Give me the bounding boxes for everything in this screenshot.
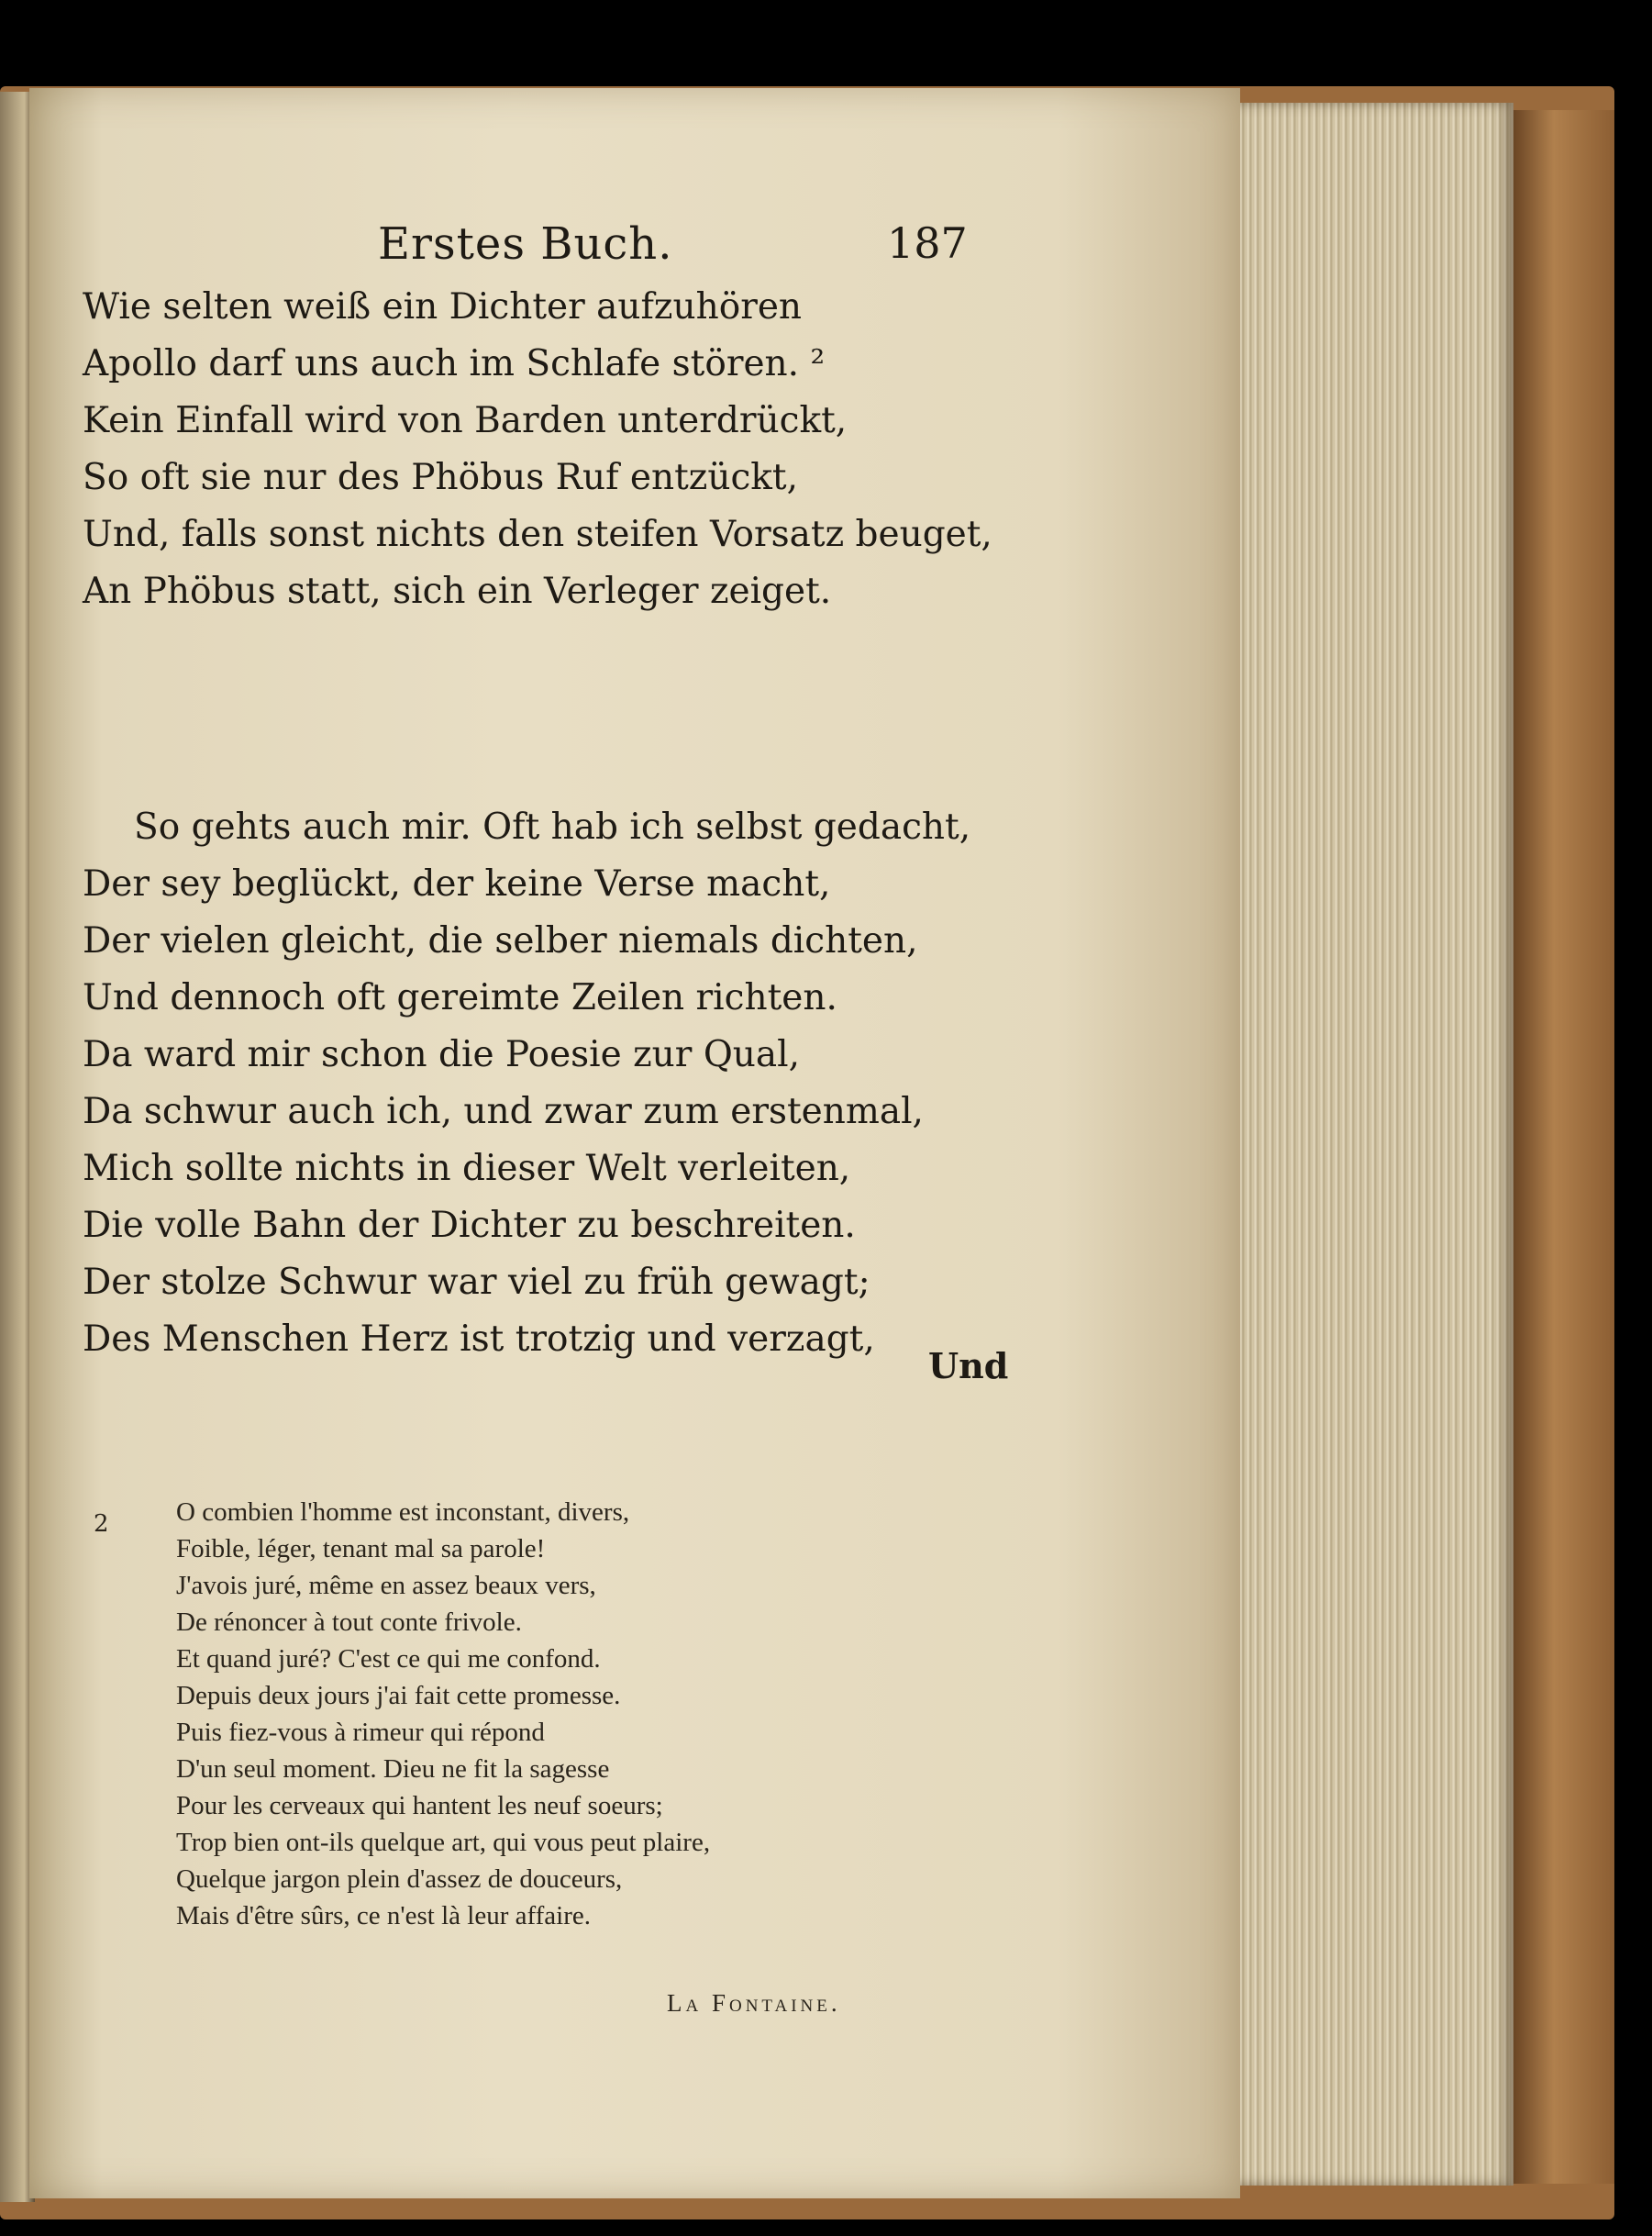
catchword: Und <box>928 1345 1009 1386</box>
verse-line: Der vielen gleicht, die selber niemals dichten, <box>83 920 918 962</box>
footnote-line: Mais d'être sûrs, ce n'est là leur affaire. <box>176 1901 591 1930</box>
verse-line: Und, falls sonst nichts den steifen Vorsatz beuget, <box>83 514 992 555</box>
stanza-2 <box>83 799 970 1368</box>
verse-line: Wie selten weiß ein Dichter aufzuhören <box>83 286 803 328</box>
footnote-line: Foible, léger, tenant mal sa parole! <box>176 1534 546 1563</box>
verse-line: Der stolze Schwur war viel zu früh gewagt; <box>83 1262 870 1303</box>
footnote-line: Quelque jargon plein d'assez de douceurs, <box>176 1864 623 1894</box>
verse-line: Da schwur auch ich, und zwar zum erstenmal, <box>83 1091 924 1132</box>
footnote-line: Trop bien ont-ils quelque art, qui vous peut plaire, <box>176 1828 711 1857</box>
footnote-line: O combien l'homme est inconstant, divers, <box>176 1497 630 1527</box>
verse-line: So oft sie nur des Phöbus Ruf entzückt, <box>83 457 798 498</box>
footnote-line: J'avois juré, même en assez beaux vers, <box>176 1571 596 1600</box>
footnote-line: Pour les cerveaux qui hantent les neuf soeurs; <box>176 1791 663 1820</box>
verse-line: Da ward mir schon die Poesie zur Qual, <box>83 1034 801 1075</box>
page-number: 187 <box>887 218 968 268</box>
verse-line: An Phöbus statt, sich ein Verleger zeiget. <box>83 571 832 612</box>
verse-line: Kein Einfall wird von Barden unterdrückt, <box>83 400 848 441</box>
leather-cover-edge <box>1513 110 1614 2184</box>
verse-line: Die volle Bahn der Dichter zu beschreiten. <box>83 1205 856 1246</box>
verse-line: So gehts auch mir. Oft hab ich selbst gedacht, <box>134 807 971 848</box>
verse-line: Der sey beglückt, der keine Verse macht, <box>83 863 831 905</box>
footnote-author: La Fontaine. <box>667 1989 841 2017</box>
stanza-1 <box>83 279 992 620</box>
verse-line: Und dennoch oft gereimte Zeilen richten. <box>83 977 837 1018</box>
verse-line: Apollo darf uns auch im Schlafe stören. ² <box>83 343 826 384</box>
footnote-marker: 2 <box>94 1510 109 1538</box>
footnote-line: Et quand juré? C'est ce qui me confond. <box>176 1644 601 1674</box>
book-page <box>29 88 1240 2198</box>
verse-line: Des Menschen Herz ist trotzig und verzagt, <box>83 1318 875 1360</box>
page-edges <box>1238 103 1513 2186</box>
footnote-line: Depuis deux jours j'ai fait cette promesse. <box>176 1681 621 1710</box>
footnote-line: D'un seul moment. Dieu ne fit la sagesse <box>176 1754 610 1784</box>
footnote-line: De rénoncer à tout conte frivole. <box>176 1607 522 1637</box>
page-text <box>29 88 1240 2198</box>
verse-line: Mich sollte nichts in dieser Welt verleiten, <box>83 1148 851 1189</box>
footnote <box>176 1494 710 1934</box>
running-head: Erstes Buch. <box>378 218 673 270</box>
footnote-line: Puis fiez-vous à rimeur qui répond <box>176 1718 545 1747</box>
